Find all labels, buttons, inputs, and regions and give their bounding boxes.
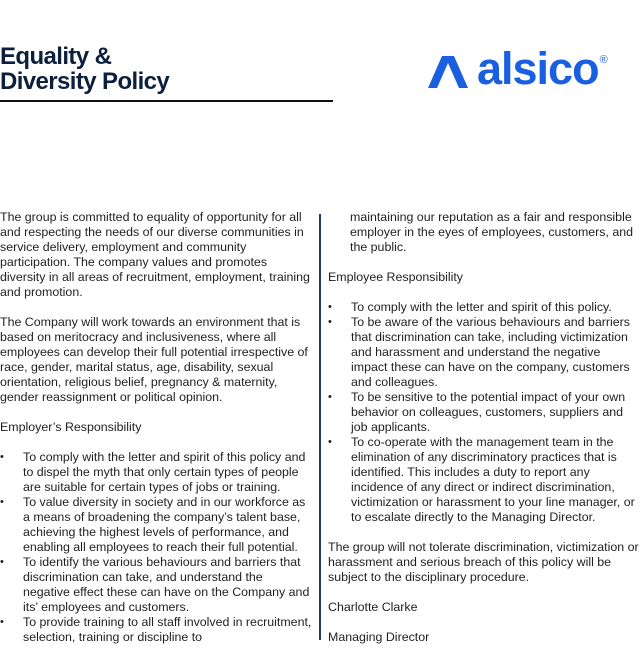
column-divider <box>319 214 321 640</box>
list-item: • To be aware of the various behaviours and barriers that discrimination can take, including victimization and harassment and understand the negative impact these can have on the company, customers and colleagues. <box>328 315 640 390</box>
title-line-1: Equality & <box>0 43 112 70</box>
right-column <box>328 210 640 660</box>
continuation-text: maintaining our reputation as a fair and responsible employer in the eyes of employees, customers, and the public. <box>350 210 634 254</box>
closing-paragraph: The group will not tolerate discrimination, victimization or harassment and serious breach of this policy will be subject to the disciplinary procedure. <box>328 540 639 584</box>
intro-paragraph-1: The group is committed to equality of opportunity for all and respecting the needs of our diverse communities in service delivery, employment and community participation. The company values and promotes diversity in all areas of recruitment, employment, training and promotion. <box>0 210 310 299</box>
page-title <box>0 44 169 94</box>
title-underline <box>0 100 333 102</box>
list-item: • To identify the various behaviours and barriers that discrimination can take, and understand the negative effect these can have on the Company and its’ employees and customers. <box>0 555 312 615</box>
logo-chevron-icon <box>426 54 470 90</box>
employer-list <box>0 450 312 645</box>
employer-heading: Employer’s Responsibility <box>0 420 142 434</box>
list-item: • To value diversity in society and in our workforce as a means of broadening the company’s talent base, achieving the highest levels of performance, and enabling all employees to reach their full potential. <box>0 495 312 555</box>
list-item: • To provide training to all staff involved in recruitment, selection, training or discipline to <box>0 615 312 645</box>
list-item: • To comply with the letter and spirit of this policy and to dispel the myth that only certain types of people are suitable for certain types of jobs or training. <box>0 450 312 495</box>
list-item: • To comply with the letter and spirit of this policy. <box>328 300 640 315</box>
employee-heading: Employee Responsibility <box>328 270 463 284</box>
left-column <box>0 210 312 660</box>
list-item: • To be sensitive to the potential impact of your own behavior on colleagues, customers, suppliers and job applicants. <box>328 390 640 435</box>
signatory-name: Charlotte Clarke <box>328 600 418 614</box>
title-line-2: Diversity Policy <box>0 68 170 95</box>
list-item: • To co-operate with the management team in the elimination of any discriminatory practices that is identified. This includes a duty to report any incidence of any direct or indirect discrimination, victimization or harassment to your line manager, or to escalate directly to the Managing Director. <box>328 435 640 525</box>
logo-wordmark: alsico <box>477 43 599 94</box>
logo-registered-mark: ® <box>599 54 608 66</box>
signatory-title: Managing Director <box>328 630 430 644</box>
employee-list <box>328 300 640 525</box>
alsico-logo <box>426 43 640 94</box>
intro-paragraph-2: The Company will work towards an environment that is based on meritocracy and inclusiveness, where all employees can develop their full potential irrespective of race, gender, marital status, age, disability, sexual orientation, religious belief, pregnancy & maternity, gender reassignment or political opinion. <box>0 315 308 404</box>
